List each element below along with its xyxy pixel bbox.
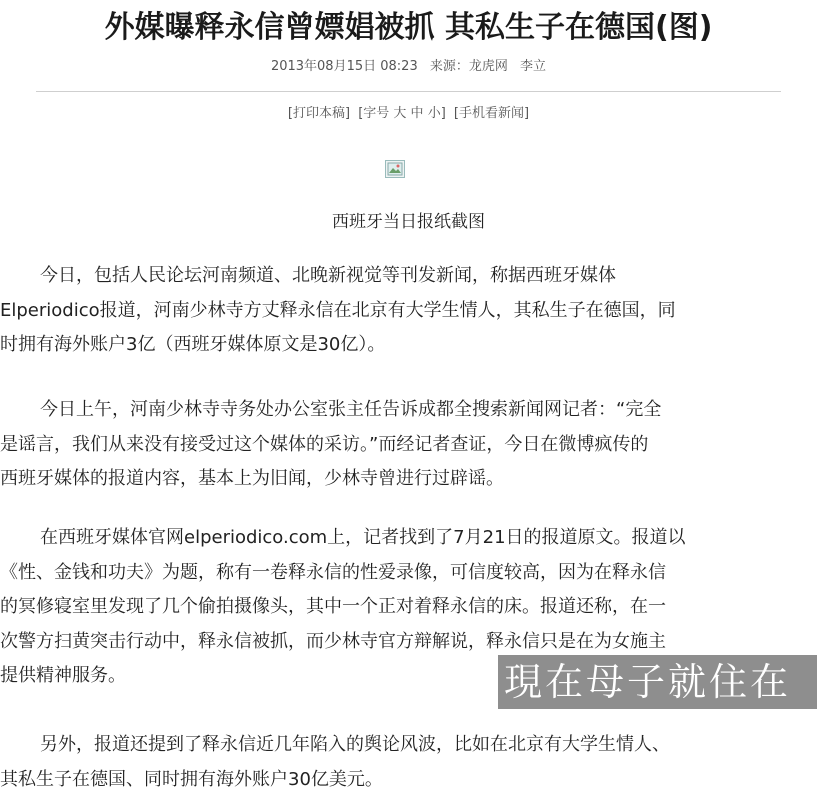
article-meta [0, 55, 817, 74]
paragraph-4 [0, 728, 787, 797]
paragraph-line: 在西班牙媒体官网elperiodico.com上，记者找到了7月21日的报道原文。报道以 [40, 527, 686, 548]
paragraph-line: 提供精神服务。 [0, 665, 126, 686]
paragraph-line: 《性、金钱和功夫》为题，称有一卷释永信的性爱录像，可信度较高，因为在释永信 [0, 561, 666, 583]
paragraph-line: 的冥修寝室里发现了几个偷拍摄像头，其中一个正对着释永信的床。报道还称，在一 [0, 596, 666, 617]
paragraph-line: 其私生子在德国、同时拥有海外账户30亿美元。 [0, 768, 383, 790]
paragraph-line: 时拥有海外账户3亿（西班牙媒体原文是30亿）。 [0, 334, 386, 355]
broken-image-icon [385, 160, 405, 178]
article-tools [0, 102, 817, 121]
video-subtitle-overlay: 現在母子就住在 [498, 655, 817, 709]
paragraph-line: 今日，包括人民论坛河南频道、北晚新视觉等刊发新闻，称据西班牙媒体 [40, 265, 616, 286]
paragraph-line: 另外，报道还提到了释永信近几年陷入的舆论风波，比如在北京有大学生情人、 [40, 734, 670, 755]
image-caption: 西班牙当日报纸截图 [332, 212, 485, 232]
mobile-link[interactable]: [手机看新闻] [453, 106, 530, 121]
paragraph-2 [0, 393, 787, 497]
source-label: 来源：龙虎网 [429, 59, 508, 74]
paragraph-1 [0, 259, 787, 363]
article-title: 外媒曝释永信曾嫖娼被抓 其私生子在德国(图) [104, 10, 713, 45]
paragraph-line: Elperiodico报道，河南少林寺方丈释永信在北京有大学生情人，其私生子在德国，同 [0, 299, 676, 321]
divider [36, 91, 781, 92]
paragraph-line: 今日上午，河南少林寺寺务处办公室张主任告诉成都全搜索新闻网记者：“完全 [40, 399, 662, 420]
print-link[interactable]: [打印本稿] [287, 106, 351, 121]
article-source[interactable]: 龙虎网 [468, 59, 508, 74]
paragraph-line: 次警方扫黄突击行动中，释永信被抓，而少林寺官方辩解说，释永信只是在为女施主 [0, 630, 666, 652]
paragraph-line: 西班牙媒体的报道内容，基本上为旧闻，少林寺曾进行过辟谣。 [0, 468, 504, 489]
font-size-link[interactable]: [字号 大 中 小] [358, 106, 446, 121]
paragraph-line: 是谣言，我们从来没有接受过这个媒体的采访。”而经记者查证，今日在微博疯传的 [0, 433, 649, 455]
article-date: 2013年08月15日 08:23 [270, 59, 418, 74]
article-author: 李立 [520, 59, 547, 74]
